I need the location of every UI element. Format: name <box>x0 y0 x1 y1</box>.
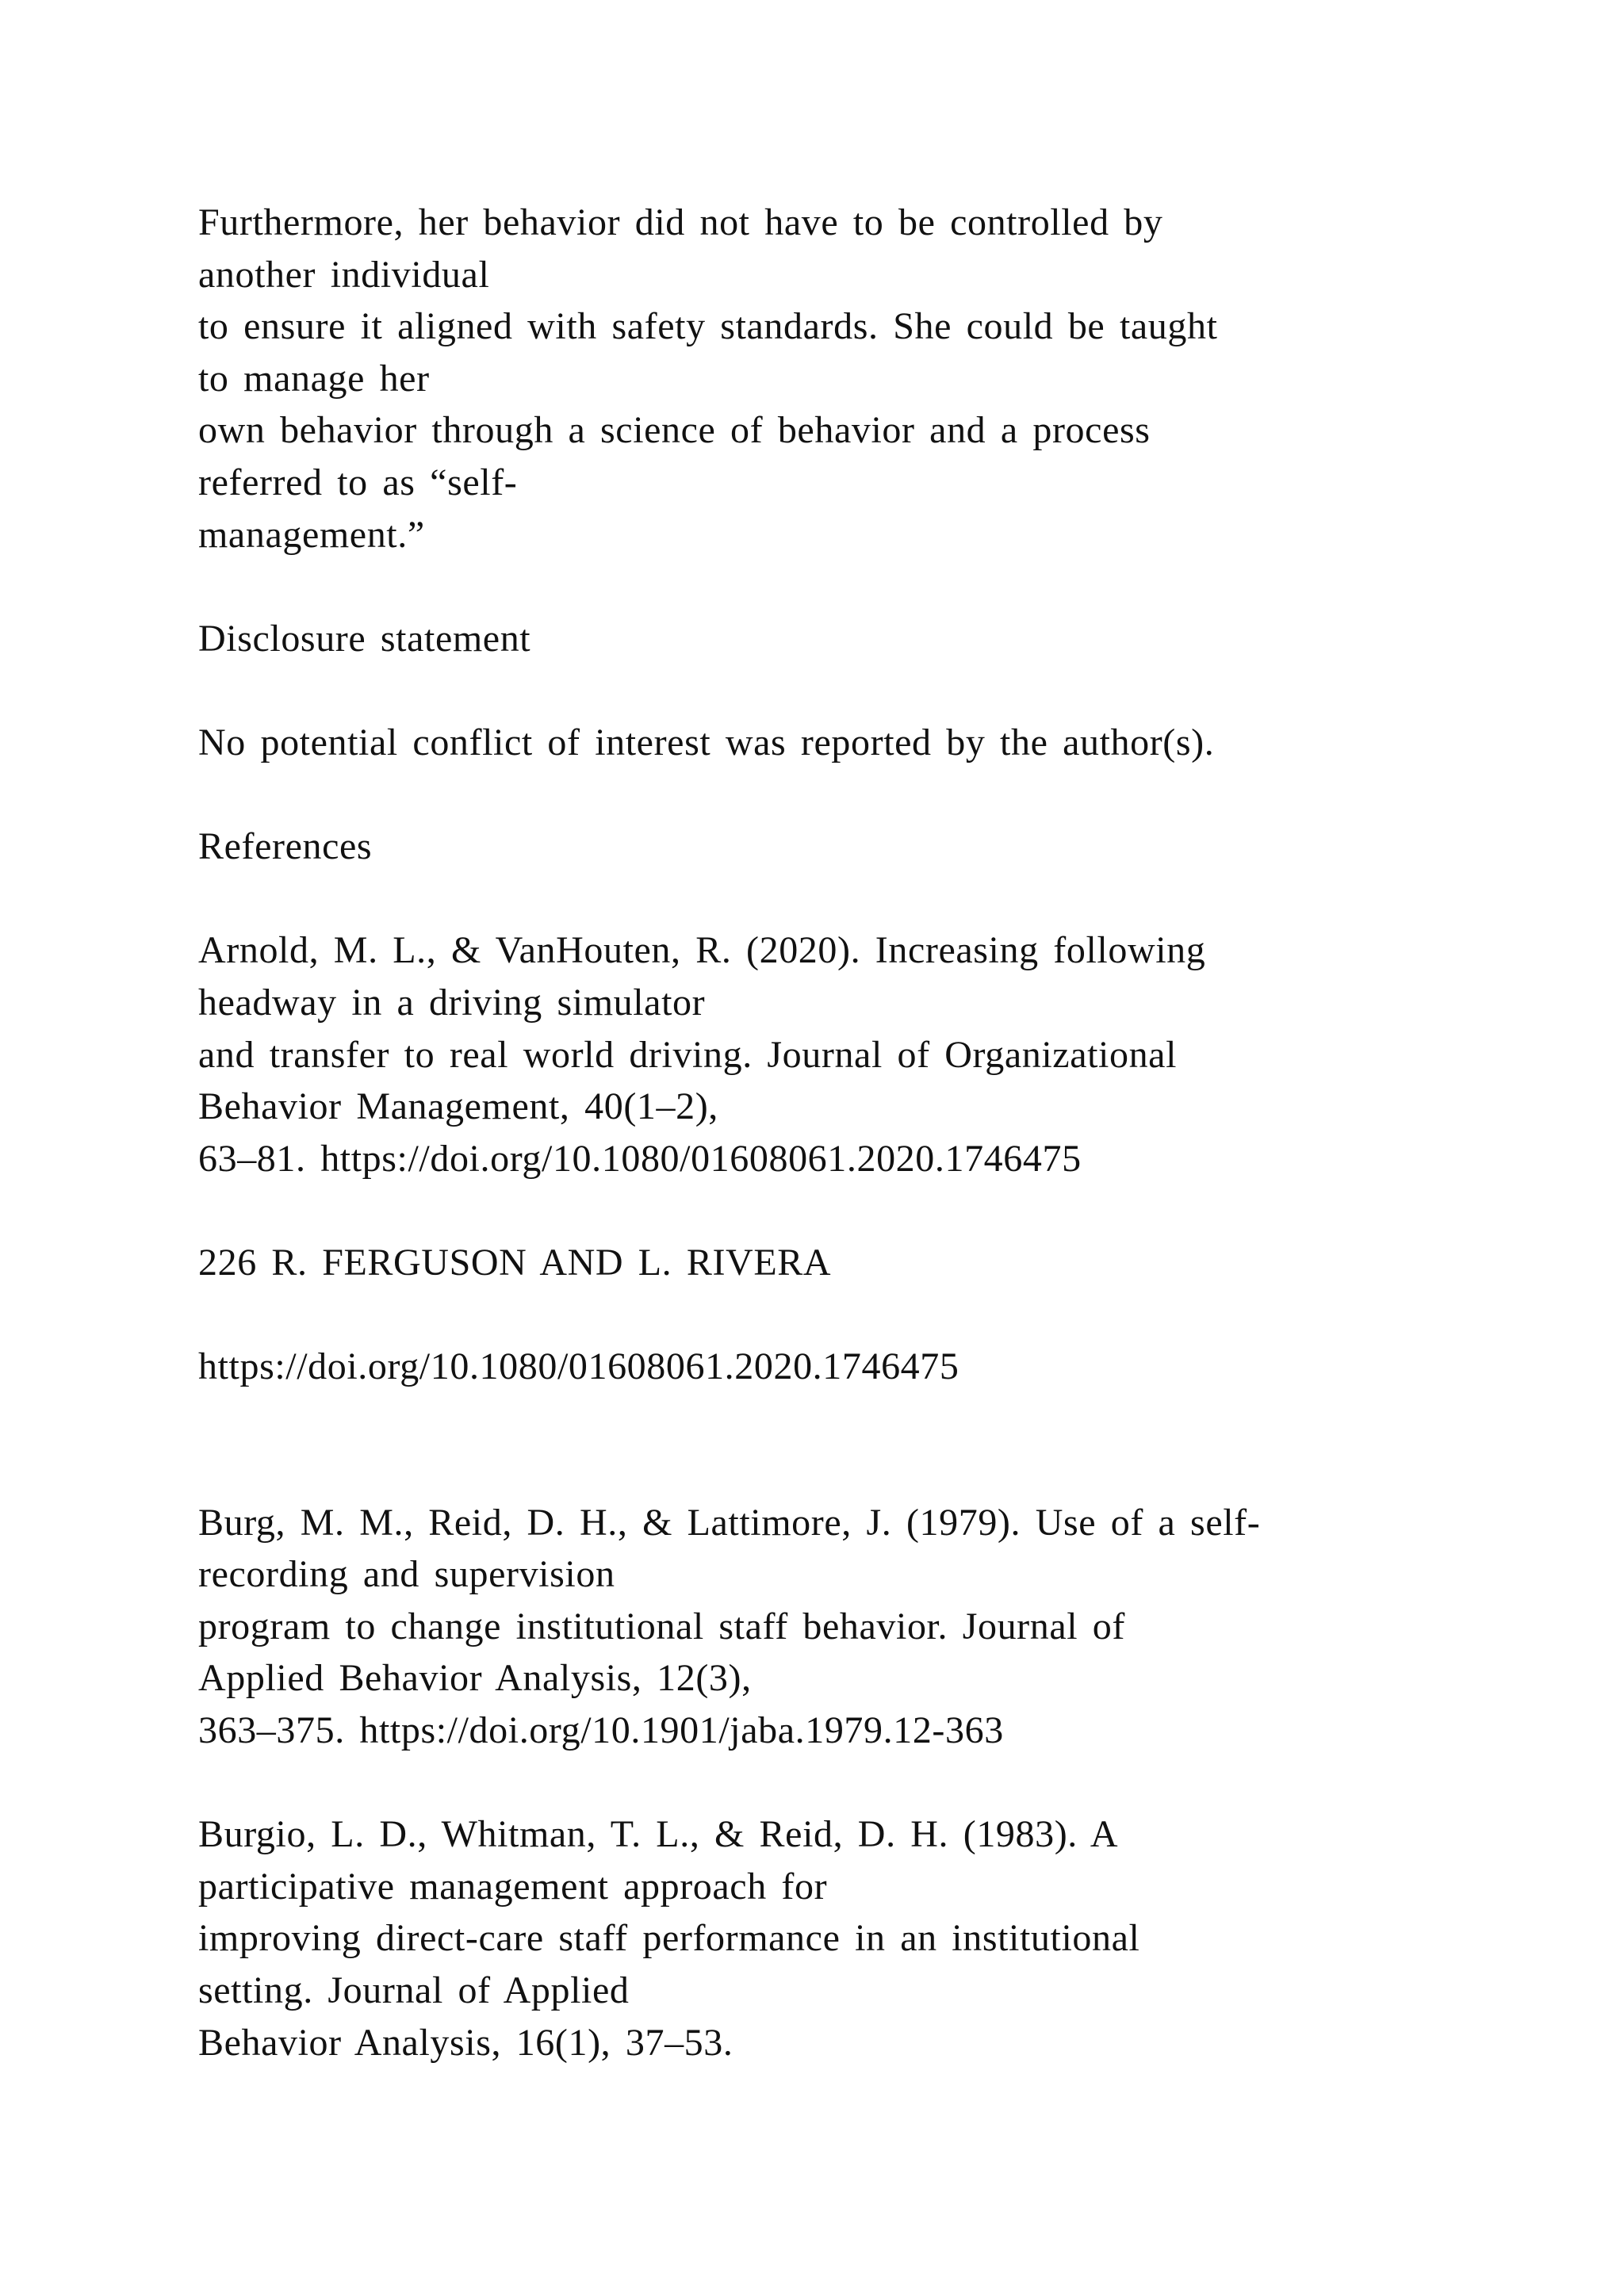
text-line: own behavior through a science of behavior and a process <box>198 409 1151 452</box>
doi-link: https://doi.org/10.1080/01608061.2020.1746475 <box>198 1345 959 1388</box>
spacer <box>198 664 1507 717</box>
reference-line: Behavior Analysis, 16(1), 37–53. <box>198 2021 733 2064</box>
reference-line: Burg, M. M., Reid, D. H., & Lattimore, J. (1979). Use of a self- <box>198 1501 1261 1544</box>
reference-line: recording and supervision <box>198 1553 615 1596</box>
reference-line: 363–375. https://doi.org/10.1901/jaba.1979.12-363 <box>198 1709 1004 1752</box>
reference-entry <box>198 1497 1507 1757</box>
reference-line: participative management approach for <box>198 1865 828 1908</box>
reference-line: Behavior Management, 40(1–2), <box>198 1085 718 1128</box>
references-heading: References <box>198 825 373 868</box>
text-line: to manage her <box>198 357 430 400</box>
reference-line: Arnold, M. L., & VanHouten, R. (2020). Increasing following <box>198 929 1206 972</box>
text-line: another individual <box>198 253 490 296</box>
reference-line: Applied Behavior Analysis, 12(3), <box>198 1657 752 1700</box>
spacer <box>198 1184 1507 1237</box>
spacer <box>198 769 1507 821</box>
running-header: 226 R. FERGUSON AND L. RIVERA <box>198 1241 832 1284</box>
reference-line: Burgio, L. D., Whitman, T. L., & Reid, D. H. (1983). A <box>198 1813 1119 1856</box>
reference-entry <box>198 1808 1507 2068</box>
text-line: referred to as “self- <box>198 461 518 503</box>
reference-line: 63–81. https://doi.org/10.1080/01608061.2020.1746475 <box>198 1137 1082 1180</box>
spacer <box>198 873 1507 925</box>
spacer <box>198 561 1507 613</box>
disclosure-heading: Disclosure statement <box>198 617 531 660</box>
reference-line: and transfer to real world driving. Journal of Organizational <box>198 1033 1178 1076</box>
text-line: management.” <box>198 513 425 556</box>
body-paragraph <box>198 197 1507 561</box>
spacer <box>198 1288 1507 1341</box>
disclosure-text: No potential conflict of interest was reported by the author(s). <box>198 721 1215 763</box>
document-page <box>198 197 1507 2068</box>
spacer <box>198 1757 1507 1809</box>
spacer <box>198 1393 1507 1497</box>
reference-line: headway in a driving simulator <box>198 981 706 1024</box>
reference-entry <box>198 924 1507 1184</box>
reference-line: program to change institutional staff behavior. Journal of <box>198 1605 1125 1647</box>
reference-line: setting. Journal of Applied <box>198 1969 630 2011</box>
reference-line: improving direct-care staff performance in an institutional <box>198 1917 1140 1960</box>
text-line: to ensure it aligned with safety standards. She could be taught <box>198 305 1218 348</box>
text-line: Furthermore, her behavior did not have to be controlled by <box>198 201 1163 243</box>
